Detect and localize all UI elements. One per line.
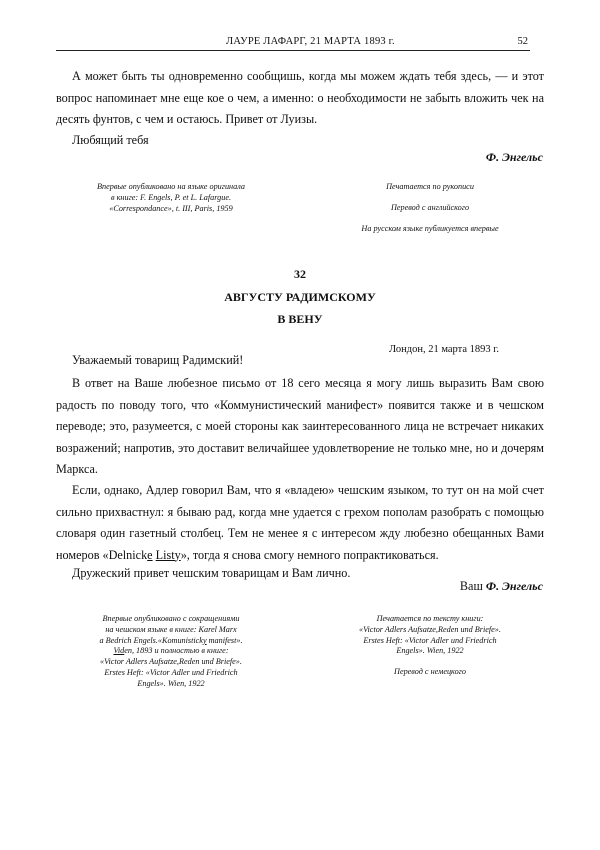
text-run-underlined: Vid: [113, 646, 125, 656]
running-header: [56, 36, 530, 51]
note-line: Перевод с английского: [390, 202, 470, 212]
note-line: Engels». Wien, 1922: [396, 646, 464, 656]
letter-number: 32: [294, 267, 306, 281]
letter-addressee: АВГУСТУ РАДИМСКОМУ: [224, 290, 376, 304]
letter2-paragraph-3: Дружеский привет чешским товарищам и Вам лично.: [72, 566, 351, 580]
note-line: [56, 646, 286, 657]
letter1-paragraph: А может быть ты одновременно сообщишь, когда мы можем ждать тебя здесь, — и этот вопрос напоминает мне еще кое о чем, а именно: о необходимости не забыть вложить чек на десять фунтов, с чем и остаюсь. Привет от Луизы.: [56, 69, 544, 126]
note-line: в книге: F. Engels, P. et L. Lafargue.: [110, 192, 231, 202]
letter-place: В ВЕНУ: [277, 312, 323, 326]
letter1-closing: Любящий тебя: [72, 133, 149, 147]
note-line: Erstes Heft: «Victor Adler und Friedrich: [104, 667, 238, 677]
note-line: Печатается по рукописи: [386, 182, 474, 191]
text-run: », тогда я снова смогу немного попрактиковаться.: [180, 547, 439, 562]
letter2-print-note: [320, 614, 540, 678]
letter1-source-note: [66, 182, 276, 214]
text-run: a Bedrich Engels.«Komunistick: [99, 635, 203, 645]
letter1-signature: Ф. Энгельс: [485, 150, 543, 164]
letter2-signoff: [460, 579, 543, 594]
letter2-paragraph-2: [56, 480, 544, 566]
letter1-print-note: [330, 182, 530, 234]
note-line: На русском языке публикуется впервые: [361, 223, 499, 233]
text-run-underlined: e: [147, 547, 153, 562]
text-run-underlined: Listy: [155, 547, 181, 562]
note-line: «Correspondance», t. III, Paris, 1959: [109, 203, 233, 213]
note-line: Печатается по тексту книги:: [376, 614, 484, 623]
text-run-underlined: y: [202, 635, 207, 645]
note-line: Перевод с немецкого: [394, 667, 466, 677]
page-number: 52: [517, 36, 528, 47]
note-line: Впервые опубликовано на языке оригинала: [97, 182, 245, 191]
letter-salutation: Уважаемый товарищ Радимский!: [72, 353, 244, 367]
header-title: ЛАУРЕ ЛАФАРГ, 21 МАРТА 1893 г.: [226, 36, 395, 47]
text-run: manifest».: [206, 635, 243, 645]
note-line: «Victor Adlers Aufsatze,Reden und Briefe».: [100, 657, 242, 667]
letter-dateline: Лондон, 21 марта 1893 г.: [389, 344, 500, 355]
closing-word: Ваш: [459, 579, 483, 593]
note-line: на чешском языке в книге: Karel Marx: [105, 624, 237, 634]
letter2-paragraph-1: В ответ на Ваше любезное письмо от 18 сего месяца я могу лишь выразить Вам свою радость по поводу того, что «Коммунистический манифест» появится также и в чешском переводе; это, разумеется, с моей стороны как заинтересованного лица не встречает никаких возражений; напротив, это доставит величайшее удовлетворение не только мне, но и дочерям Маркса.: [56, 376, 544, 476]
note-line: Erstes Heft: «Victor Adler und Friedrich: [363, 635, 497, 645]
note-line: Engels». Wien, 1922: [137, 678, 205, 688]
letter2-signature: Ф. Энгельс: [485, 579, 543, 593]
text-run: Если, однако, Адлер говорил Вам, что я «владею» чешским языком, то тут он на мой счет сильно прихвастнул: я бываю рад, когда мне удается с грехом пополам разобрать с помощью словаря один газетный столбец. Тем не менее я с интересом жду любезно обещанных Вами номеров «Delnick: [56, 483, 544, 562]
note-line: [56, 636, 286, 647]
letter2-source-note: [56, 614, 286, 690]
note-line: «Victor Adlers Aufsatze,Reden und Briefe».: [359, 624, 501, 634]
text-run: en, 1893 и полностью в книге:: [124, 646, 229, 656]
note-line: Впервые опубликовано с сокращениями: [102, 614, 240, 623]
